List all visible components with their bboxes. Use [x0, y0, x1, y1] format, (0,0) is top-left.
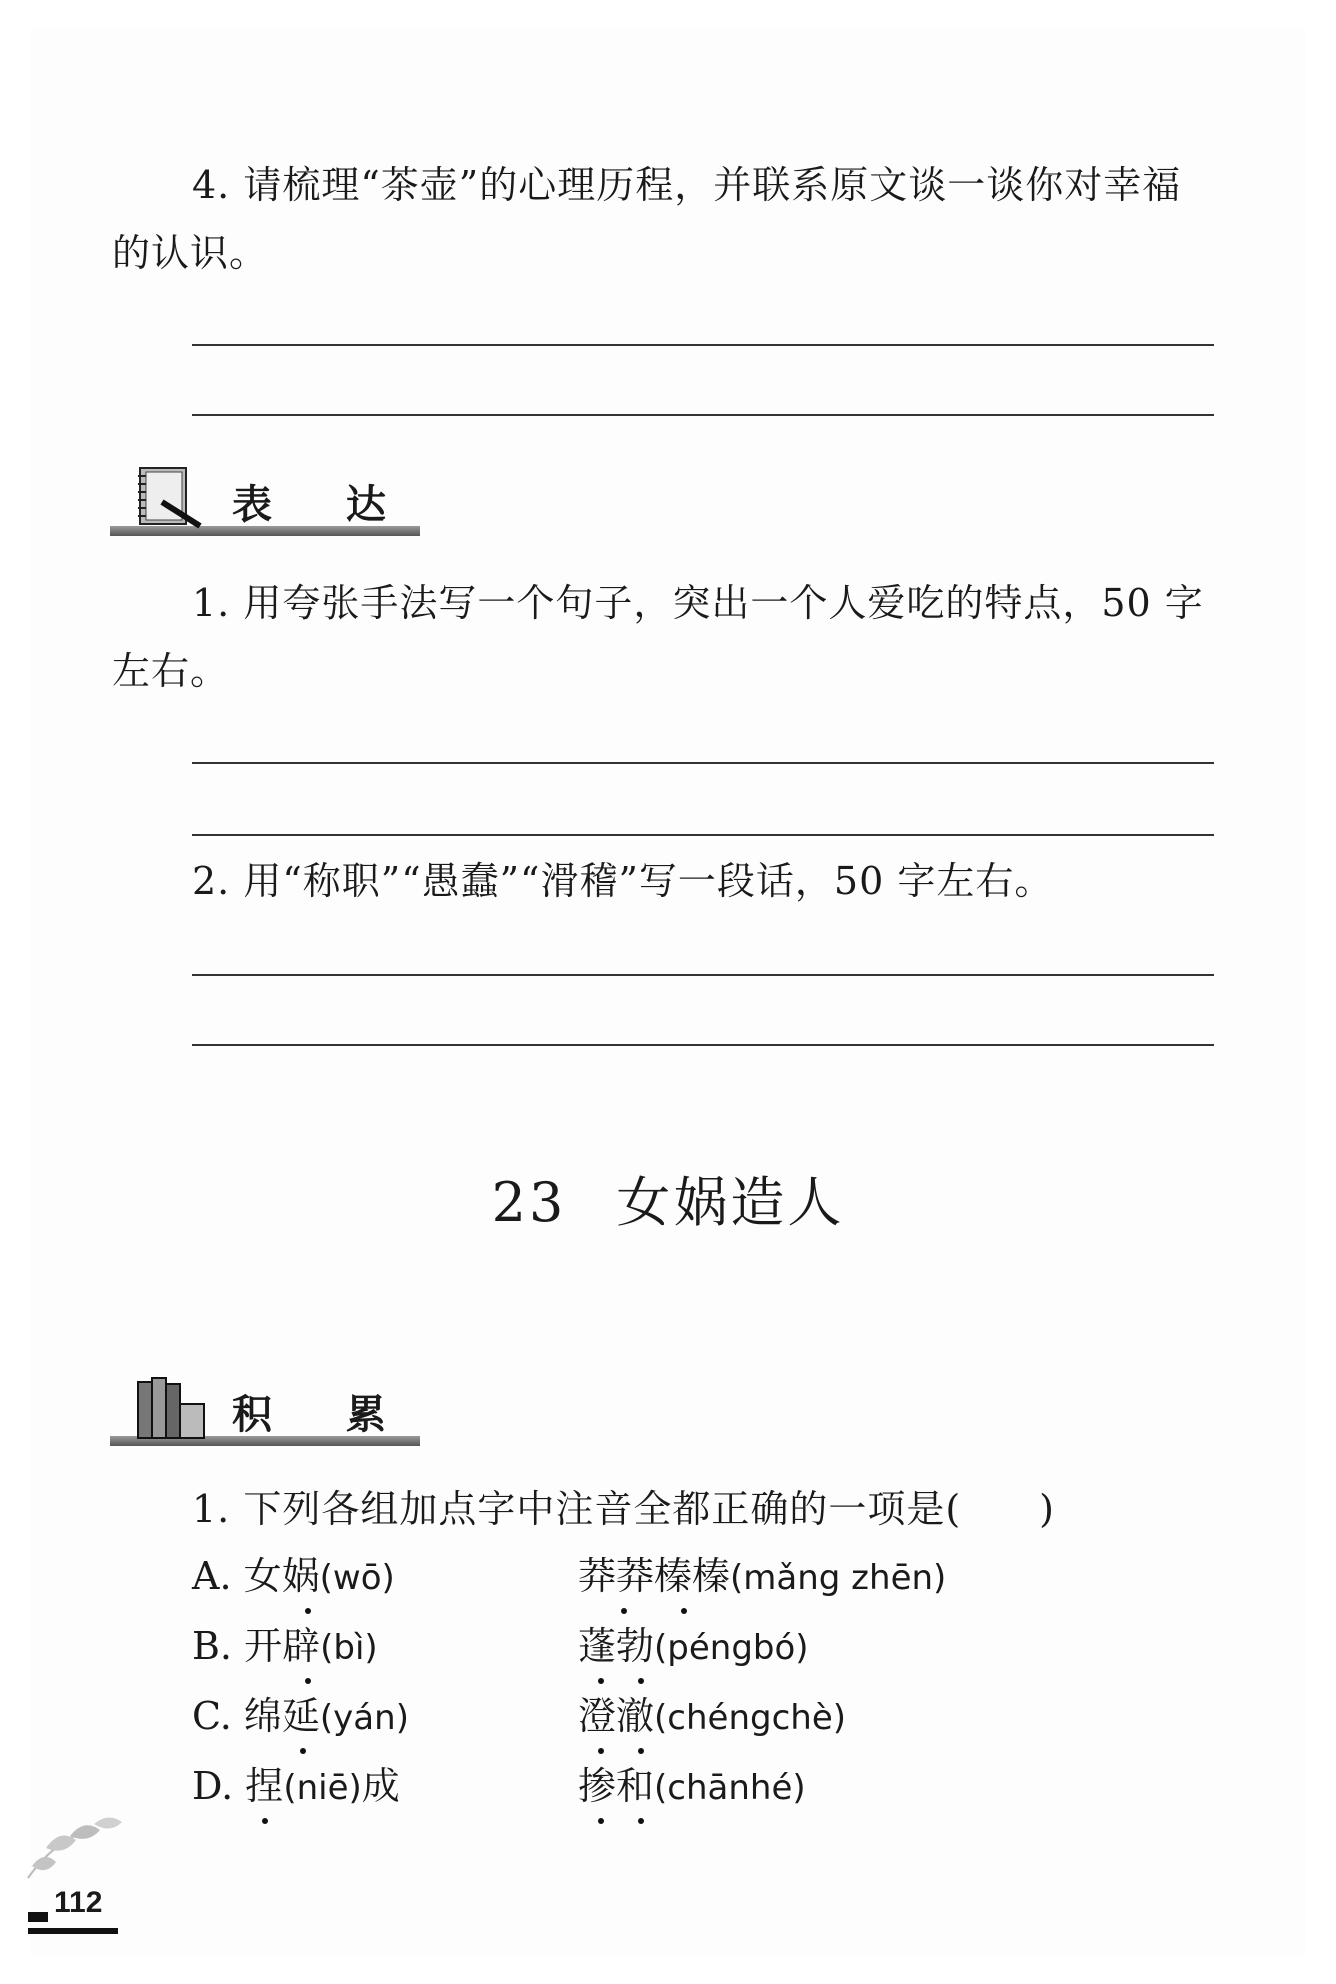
question-4-line1: 4. 请梳理“茶壶”的心理历程，并联系原文谈一谈你对幸福 [192, 163, 1182, 207]
option-c-right: 澄澈(chéngchè) [578, 1694, 846, 1738]
emphasis-dot [305, 1608, 311, 1614]
emphasis-dot [305, 1678, 311, 1684]
emphasis-dot [638, 1748, 644, 1754]
notebook-icon [132, 462, 204, 532]
question-4-line2: 的认识。 [112, 231, 269, 275]
answer-line[interactable] [192, 1044, 1214, 1046]
accumulation-q1: 1. 下列各组加点字中注音全都正确的一项是( ) [192, 1487, 1055, 1531]
section-title: 积 累 [232, 1391, 416, 1438]
page-number: 112 [54, 1886, 103, 1919]
emphasis-dot [262, 1818, 268, 1824]
emphasis-dot [300, 1748, 306, 1754]
emphasis-dot [598, 1818, 604, 1824]
section-heading-expression [110, 460, 440, 536]
page-number-underline [28, 1928, 118, 1934]
expression-q2: 2. 用“称职”“愚蠢”“滑稽”写一段话，50 字左右。 [192, 859, 1054, 903]
option-c-left[interactable]: C. 绵延(yán) [192, 1694, 409, 1738]
emphasis-dot [681, 1608, 687, 1614]
option-b-left[interactable]: B. 开辟(bì) [192, 1624, 378, 1668]
option-a-right: 莽莽榛榛(mǎng zhēn) [578, 1554, 947, 1598]
expression-q1-line2: 左右。 [112, 649, 230, 693]
answer-line[interactable] [192, 834, 1214, 836]
emphasis-dot [621, 1608, 627, 1614]
answer-line[interactable] [192, 414, 1214, 416]
emphasis-dot [598, 1748, 604, 1754]
option-d-left[interactable]: D. 捏(niē)成 [192, 1764, 400, 1808]
section-title: 表 达 [232, 481, 416, 528]
expression-q1-line1: 1. 用夸张手法写一个句子，突出一个人爱吃的特点，50 字 [192, 581, 1204, 625]
answer-line[interactable] [192, 974, 1214, 976]
books-icon [132, 1374, 210, 1442]
emphasis-dot [638, 1678, 644, 1684]
option-a-left[interactable]: A. 女娲(wō) [192, 1554, 395, 1598]
emphasis-dot [598, 1678, 604, 1684]
lesson-number: 23 [491, 1171, 567, 1234]
section-heading-accumulation [110, 1370, 440, 1446]
lesson-name: 女娲造人 [616, 1171, 845, 1234]
emphasis-dot [638, 1818, 644, 1824]
lesson-title [0, 1160, 1336, 1237]
answer-line[interactable] [192, 762, 1214, 764]
option-b-right: 蓬勃(péngbó) [578, 1624, 809, 1668]
option-d-right: 掺和(chānhé) [578, 1764, 806, 1808]
leaf-decoration-icon [26, 1808, 136, 1888]
page-number-mark [28, 1912, 48, 1922]
answer-line[interactable] [192, 344, 1214, 346]
